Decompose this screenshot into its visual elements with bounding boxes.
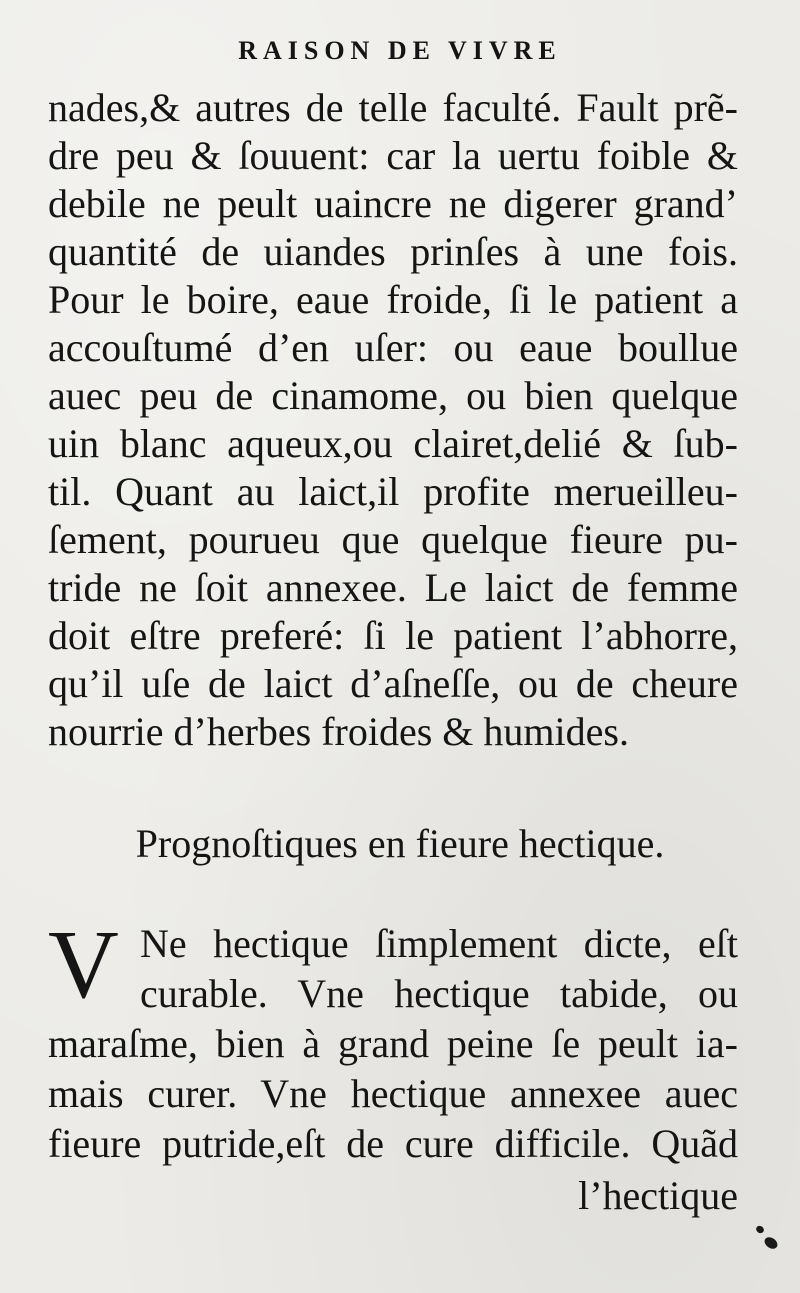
text-line: Pour le boire, eaue froide, ſi le patient a — [48, 277, 738, 322]
section-heading: Prognoſtiques en fieure hectique. — [135, 821, 665, 866]
text-line: qu’il uſe de laict d’aſneſſe, ou de cheure — [48, 661, 738, 706]
catchword: l’hectique — [578, 1173, 738, 1218]
drop-cap: V — [48, 911, 119, 1019]
text-line: til. Quant au laict,il profite merueilleu- — [48, 469, 738, 514]
text-line: curable. Vne hectique tabide, ou — [140, 971, 738, 1016]
text-line: quantité de uiandes prinſes à une fois. — [48, 229, 738, 274]
text-line: accouſtumé d’en uſer: ou eaue boullue — [48, 325, 738, 370]
text-line: uin blanc aqueux,ou clairet,delié & ſub- — [48, 421, 738, 466]
text-line: auec peu de cinamome, ou bien quelque — [48, 373, 738, 418]
running-head: RAISON DE VIVRE — [238, 36, 562, 65]
text-line: debile ne peult uaincre ne digerer grand’ — [48, 181, 738, 226]
ink-blot-mark — [755, 1224, 766, 1234]
text-line: nourrie d’herbes froides & humides. — [48, 709, 629, 754]
text-line: nades,& autres de telle faculté. Fault prẽ- — [48, 85, 738, 130]
text-line: maraſme, bien à grand peine ſe peult ia- — [48, 1021, 738, 1066]
text-line: ſement, pourueu que quelque fieure pu- — [48, 517, 738, 562]
text-line: mais curer. Vne hectique annexee auec — [48, 1071, 738, 1116]
text-line: tride ne ſoit annexee. Le laict de femme — [48, 565, 738, 610]
text-line: Ne hectique ſimplement dicte, eſt — [140, 921, 738, 966]
ink-blot-mark — [762, 1235, 779, 1251]
text-line: doit eſtre preferé: ſi le patient l’abhorre, — [48, 613, 738, 658]
text-line: fieure putride,eſt de cure difficile. Quãd — [48, 1121, 738, 1166]
text-line: dre peu & ſouuent: car la uertu foible & — [48, 133, 738, 178]
